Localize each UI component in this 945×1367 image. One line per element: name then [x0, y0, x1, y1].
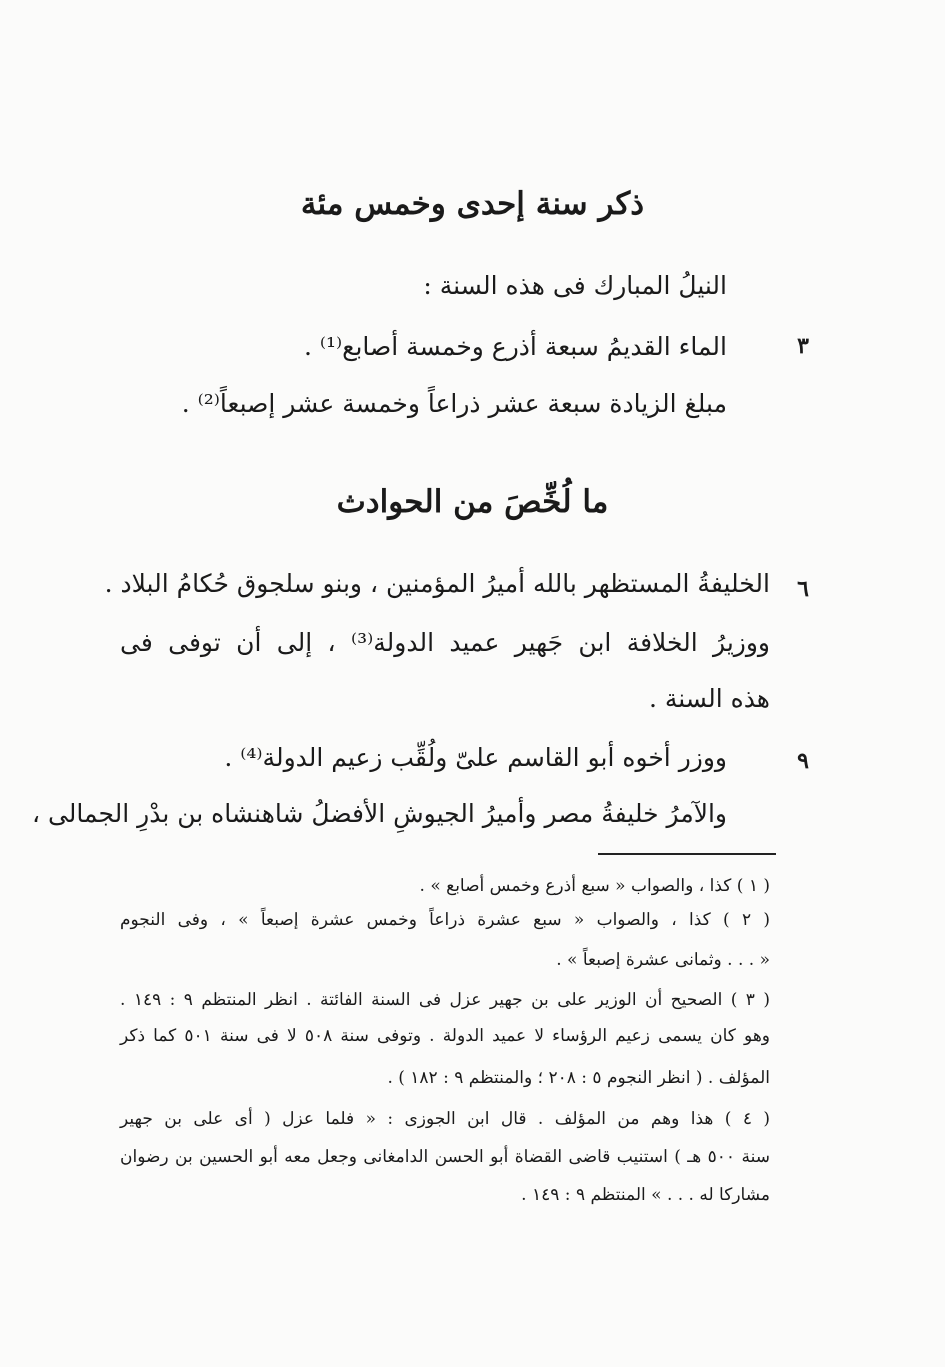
events-line-1: الخليفةُ المستظهر بالله أميرُ المؤمنين ، وبنو سلجوق حُكامُ البلاد . — [104, 569, 770, 598]
line-number-3: ٣ — [797, 333, 809, 359]
nile-line-3: مبلغ الزيادة سبعة عشر ذراعاً وخمسة عشر إصبعاً⁽²⁾ . — [181, 389, 727, 418]
footnote-2-line-2: « . . . وثمانى عشرة إصبعاً » . — [556, 950, 770, 970]
events-line-2: ووزيرُ الخلافة ابن جَهير عميد الدولة⁽³⁾ ، إلى أن توفى فى — [120, 628, 770, 657]
section-heading-year: ذكر سنة إحدى وخمس مئة — [300, 186, 645, 222]
events-line-4: ووزر أخوه أبو القاسم علىّ ولُقِّب زعيم الدولة⁽⁴⁾ . — [224, 743, 727, 772]
footnote-3-line-3: المؤلف . ( انظر النجوم ٥ : ٢٠٨ ؛ والمنتظم ٩ : ١٨٢ ) . — [387, 1068, 770, 1088]
section-heading-events: ما لُخِّصَ من الحوادث — [336, 484, 609, 520]
footnote-3-line-1: ( ٣ ) الصحيح أن الوزير على بن جهير عزل فى السنة الفائتة . انظر المنتظم ٩ : ١٤٩ . — [120, 990, 770, 1010]
footnote-1: ( ١ ) كذا ، والصواب « سبع أذرع وخمس أصابع » . — [419, 876, 770, 896]
nile-line-1: النيلُ المبارك فى هذه السنة : — [423, 271, 727, 300]
footnote-2-line-1: ( ٢ ) كذا ، والصواب « سبع عشرة ذراعاً وخمس عشرة إصبعاً » ، وفى النجوم — [120, 910, 770, 930]
nile-line-2: الماء القديمُ سبعة أذرع وخمسة أصابع⁽¹⁾ . — [303, 332, 727, 361]
line-number-9: ٩ — [797, 748, 809, 774]
line-number-6: ٦ — [797, 576, 809, 602]
footnote-4-line-2: سنة ٥٠٠ هـ ) استنيب قاضى القضاة أبو الحسن الدامغانى وجعل معه أبو الحسين بن رضوان — [120, 1147, 770, 1167]
footnote-3-line-2: وهو كان يسمى زعيم الرؤساء لا عميد الدولة . وتوفى سنة ٥٠٨ لا فى سنة ٥٠١ كما ذكر — [120, 1026, 770, 1046]
footnote-4-line-3: مشاركا له . . . » المنتظم ٩ : ١٤٩ . — [521, 1185, 770, 1205]
events-line-5: والآمرُ خليفةُ مصر وأميرُ الجيوشِ الأفضلُ شاهنشاه بن بدْرِ الجمالى ، — [31, 799, 727, 828]
footnote-4-line-1: ( ٤ ) هذا وهم من المؤلف . قال ابن الجوزى : « فلما عزل ( أى على بن جهير — [120, 1109, 770, 1129]
events-line-3: هذه السنة . — [648, 684, 770, 713]
footnote-divider — [598, 853, 776, 855]
